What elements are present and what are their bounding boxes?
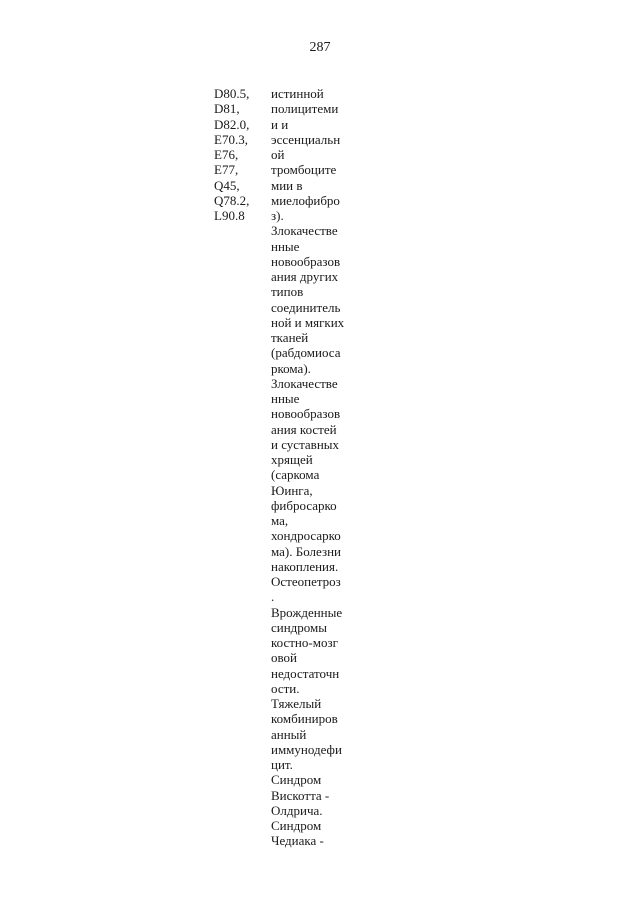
description-line: Остеопетроз [271, 574, 341, 589]
description-line: цит. [271, 757, 293, 772]
description-line: (саркома [271, 467, 320, 483]
description-line: ой [271, 147, 285, 162]
description-line: хрящей [271, 452, 313, 467]
description-line: Синдром [271, 772, 322, 788]
description-line: тромбоците [271, 162, 337, 178]
description-line: ма). Болезни [271, 543, 341, 559]
description-line: ания других [271, 269, 339, 284]
description-line: овой [271, 650, 298, 666]
description-line: ной и мягких [271, 314, 345, 330]
description-line: ания костей [271, 421, 337, 437]
description-line: нные [271, 391, 300, 406]
diagnosis-code: E77, [214, 162, 239, 178]
description-line: Вискотта - [271, 787, 330, 803]
description-line: Чедиака - [271, 833, 324, 849]
description-line: з). [271, 208, 284, 223]
diagnosis-code: D82.0, [214, 116, 250, 132]
description-line: комбиниров [271, 711, 338, 727]
diagnosis-code: Q78.2, [214, 192, 250, 208]
diagnosis-code: E76, [214, 147, 239, 162]
diagnosis-code: D80.5, [214, 86, 250, 101]
diagnosis-codes-column [214, 86, 266, 223]
description-line: и суставных [271, 436, 340, 452]
description-line: анный [271, 726, 307, 742]
description-line: Злокачестве [271, 223, 338, 239]
description-line: недостаточн [271, 665, 340, 681]
description-line: ркома). [271, 360, 311, 376]
description-line: ма, [271, 513, 289, 528]
diagnosis-code: D81, [214, 101, 240, 117]
description-line: Олдрича. [271, 802, 323, 818]
description-line: Врожденные [271, 604, 343, 620]
diagnosis-code: E70.3, [214, 131, 248, 147]
description-line: Юинга, [271, 482, 313, 498]
description-line: Злокачестве [271, 375, 338, 391]
description-line: мии в [271, 177, 303, 193]
description-line: тканей [271, 330, 309, 345]
diagnosis-code: L90.8 [214, 208, 245, 223]
page-number: 287 [309, 40, 331, 55]
description-line: иммунодефи [271, 741, 342, 757]
description-line: новообразов [271, 406, 341, 422]
description-line: (рабдомиоса [271, 345, 341, 361]
description-line: нные [271, 238, 300, 254]
description-line: типов [271, 284, 304, 300]
description-line: накопления. [271, 558, 339, 574]
disease-description-column [271, 86, 343, 849]
description-line: костно-мозг [271, 635, 338, 650]
description-line: хондросарко [271, 528, 341, 544]
description-line: фибросарко [271, 497, 337, 513]
description-line: Синдром [271, 818, 322, 833]
diagnosis-code: Q45, [214, 177, 240, 193]
description-line: . [271, 589, 275, 605]
description-line: соединитель [271, 299, 341, 315]
description-line: и и [271, 116, 289, 132]
description-line: новообразов [271, 253, 341, 269]
description-line: Тяжелый [271, 696, 322, 711]
description-line: полицитеми [271, 101, 339, 117]
description-line: ости. [271, 680, 300, 696]
description-line: истинной [271, 86, 324, 101]
description-line: эссенциальн [271, 131, 341, 147]
description-line: миелофибро [271, 192, 340, 208]
description-line: синдромы [271, 619, 328, 635]
